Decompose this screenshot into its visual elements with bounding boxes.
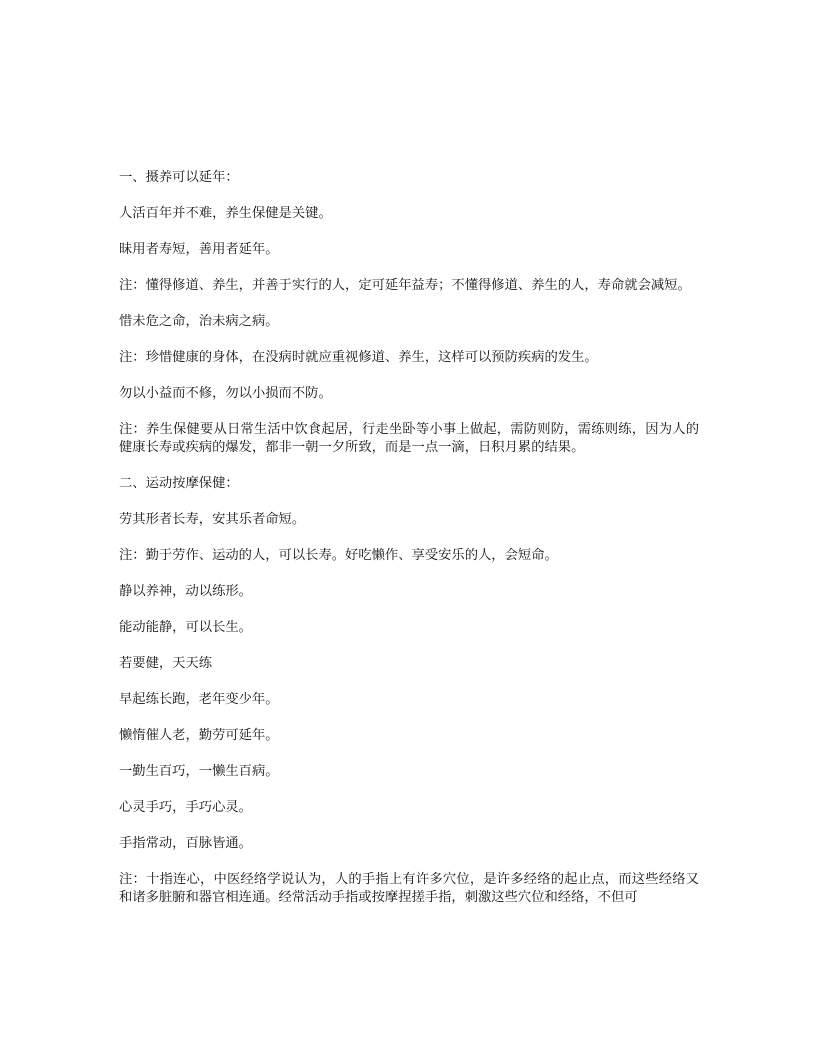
paragraph: 勿以小益而不修，勿以小损而不防。 [119,386,332,401]
paragraph: 人活百年并不难，养生保健是关键。 [119,206,332,221]
paragraph: 昧用者寿短，善用者延年。 [119,242,279,257]
note-paragraph: 注：珍惜健康的身体，在没病时就应重视修道、养生，这样可以预防疾病的发生。 [119,350,598,365]
paragraph: 手指常动，百脉皆通。 [119,836,252,851]
section-heading-1: 一、摄养可以延年： [119,170,239,185]
note-paragraph: 注：养生保健要从日常生活中饮食起居，行走坐卧等小事上做起，需防则防，需练则练，因为人的健康长寿或疾病的爆发，都非一朝一夕所致，而是一点一滴，日积月累的结果。 [119,422,699,455]
paragraph: 能动能静，可以长生。 [119,620,252,635]
paragraph: 早起练长跑，老年变少年。 [119,692,279,707]
paragraph: 静以养神，动以练形。 [119,584,252,599]
paragraph: 若要健，天天练 [119,656,213,671]
paragraph: 劳其形者长寿，安其乐者命短。 [119,512,306,527]
note-paragraph: 注：勤于劳作、运动的人，可以长寿。好吃懒作、享受安乐的人，会短命。 [119,548,558,563]
paragraph: 心灵手巧，手巧心灵。 [119,800,252,815]
paragraph: 懒惰催人老，勤劳可延年。 [119,728,279,743]
paragraph: 惜未危之命，治未病之病。 [119,314,279,329]
section-heading-2: 二、运动按摩保健： [119,476,239,491]
document-page [119,169,699,925]
paragraph: 一勤生百巧，一懒生百病。 [119,764,279,779]
note-paragraph: 注：十指连心，中医经络学说认为，人的手指上有许多穴位，是许多经络的起止点，而这些经络又和诸多脏腑和器官相连通。经常活动手指或按摩捏搓手指，刺激这些穴位和经络，不但可 [119,872,699,905]
note-paragraph: 注：懂得修道、养生，并善于实行的人，定可延年益寿；不懂得修道、养生的人，寿命就会减短。 [119,278,691,293]
